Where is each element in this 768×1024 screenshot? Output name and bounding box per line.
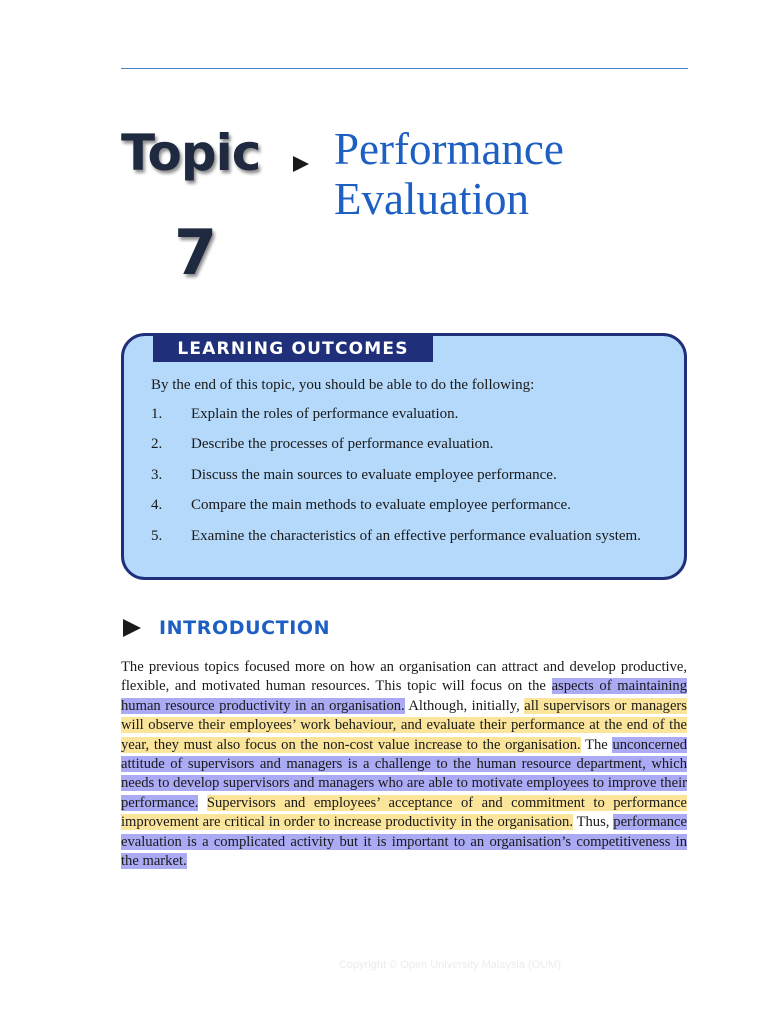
title-line-1: Performance	[334, 124, 564, 174]
list-item-text: Examine the characteristics of an effective performance evaluation system.	[191, 528, 641, 544]
list-item-number: 5.	[151, 528, 163, 544]
list-item-text: Discuss the main sources to evaluate employee performance.	[191, 467, 557, 483]
section-heading: INTRODUCTION	[159, 617, 331, 639]
list-item	[151, 527, 671, 546]
paragraph-segment	[198, 795, 206, 811]
list-item-text: Explain the roles of performance evaluation.	[191, 406, 459, 422]
paragraph-segment: Thus,	[572, 814, 614, 831]
copyright-footer: Copyright © Open University Malaysia (OUM)	[338, 959, 562, 971]
highlight-yellow: Supervisors and employees’ acceptance of and commitment to performance improvement are critical in order to increase productivity in the organisation.	[121, 794, 687, 831]
list-item-text: Compare the main methods to evaluate employee performance.	[191, 497, 571, 513]
list-item-number: 2.	[151, 436, 163, 452]
paragraph-segment: The	[580, 736, 613, 753]
list-item-number: 4.	[151, 497, 163, 513]
list-item-number: 1.	[151, 406, 163, 422]
triangle-arrow-icon	[121, 617, 143, 639]
introduction-paragraph	[121, 658, 687, 871]
top-rule	[121, 68, 688, 69]
introduction-heading	[121, 615, 330, 641]
triangle-arrow-icon	[291, 154, 311, 174]
paragraph-segment: The previous topics focused more on how an organisation can attract and develop productive, flexible, and motivated human resources. This topic will focus on the	[121, 659, 687, 695]
learning-outcomes-intro: By the end of this topic, you should be able to do the following:	[151, 377, 535, 393]
topic-label: Topic	[121, 124, 261, 182]
highlight-purple: aspects of maintaining human resource productivity in an organisation.	[121, 678, 687, 714]
paragraph-segment: Although, initially,	[404, 697, 525, 714]
list-item-number: 3.	[151, 467, 163, 483]
list-item-text: Describe the processes of performance evaluation.	[191, 436, 494, 452]
list-item	[151, 435, 671, 454]
title-line-2: Evaluation	[334, 174, 529, 225]
highlight-purple: unconcerned attitude of supervisors and managers is a challenge to the human resource department, which needs to develop supervisors and managers who are able to motivate employees to improve their performance.	[121, 736, 687, 811]
list-item	[151, 466, 671, 485]
topic-number: 7	[174, 216, 218, 289]
learning-outcomes-banner: LEARNING OUTCOMES	[153, 336, 433, 362]
list-item	[151, 496, 671, 515]
highlight-yellow: all supervisors or managers will observe their employees’ work behaviour, and evaluate their performance at the end of the year, they must also focus on the non-cost value increase to the organisation.	[121, 697, 687, 753]
page-title	[334, 124, 564, 225]
list-item	[151, 405, 671, 424]
highlight-purple: performance evaluation is a complicated activity but it is important to an organisation’s competitiveness in the market.	[121, 814, 687, 870]
